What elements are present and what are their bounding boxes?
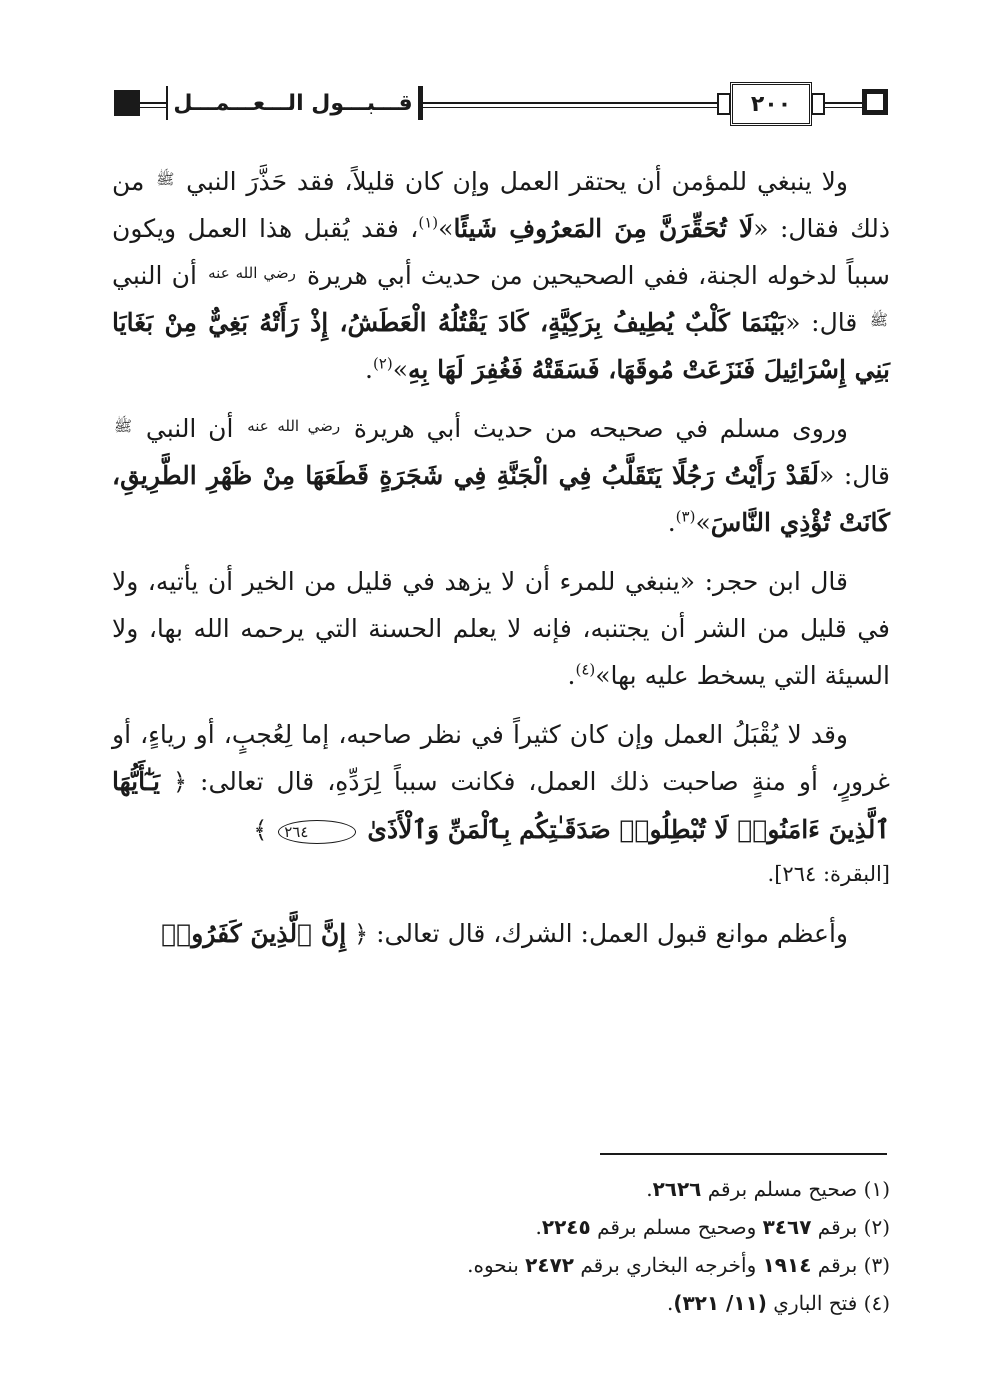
honorific-glyph: ﷺ [869,311,888,329]
hadith-quote: لَا تُحَقِّرَنَّ مِنَ المَعرُوفِ شَيئًا [453,214,754,243]
footnote-3: (٣) برقم ١٩١٤ وأخرجه البخاري برقم ٢٤٧٢ بنحوه. [467,1253,890,1277]
footnote-2: (٢) برقم ٣٤٦٧ وصحيح مسلم برقم ٢٢٤٥. [535,1215,890,1239]
paragraph-5: وأعظم موانع قبول العمل: الشرك، قال تعالى: ﴿ إِنَّ ٱلَّذِينَ كَفَرُوا۟ [161,919,848,948]
footnote-marker: (٢) [372,354,393,373]
page-number-frame [730,82,812,126]
page-body [112,158,890,970]
honorific-glyph: ﷺ [114,417,133,435]
ayah-open-bracket: ﴿ [354,920,369,948]
header-left-square-ornament [114,90,140,116]
footnote-marker: (٤) [575,660,596,679]
page-number: ٢٠٠ [750,91,792,117]
footnote-4: (٤) فتح الباري (١١/ ٣٢١). [666,1291,890,1315]
footnote-separator [600,1153,887,1155]
ayah-number-medallion: ٢٦٤ [278,820,356,844]
honorific-glyph: ﷺ [156,170,175,188]
footnote-1: (١) صحيح مسلم برقم ٢٦٢٦. [646,1177,890,1201]
header-right-square-ornament [862,89,888,115]
paragraph-2: وروى مسلم في صحيحه من حديث أبي هريرة $^{رضي الله عنه}$ أن النبي $^ﷺ$ قال: «لَقَدْ رَأَيْتُ رَجُلًا يَتَقَلَّبُ فِي الْجَنَّةِ فِي شَجَرَةٍ قَطَعَهَا مِنْ ظَهْرِ الطَّرِيقِ، كَانَتْ تُؤْذِي النَّاسَ»$^{(٣)}$. [112,414,890,537]
footnote-marker: (٣) [675,507,696,526]
paragraph-4: وقد لا يُقْبَلُ العمل وإن كان كثيراً في نظر صاحبه، إما لِعُجبٍ، أو رياءٍ، أو غرورٍ، أو منةٍ صاحبت ذلك العمل، فكانت سبباً لِرَدِّهِ، قال تعالى: ﴿ يَـٰٓأَيُّهَا ٱلَّذِينَ ءَامَنُوا۟ لَا تُبْطِلُوا۟ صَدَقَـٰتِكُم بِٱلْمَنِّ وَٱلْأَذَىٰ ٢٦٤ ﴾ [112,720,891,844]
footnote-marker: (١) [418,213,439,232]
footnotes [200,1170,890,1322]
header-bar-ornament [418,86,423,120]
ayah-close-bracket: ﴾ [253,816,268,844]
running-header [110,80,894,130]
quran-verse: يَـٰٓأَيُّهَا ٱلَّذِينَ ءَامَنُوا۟ لَا تُبْطِلُوا۟ صَدَقَـٰتِكُم بِٱلْمَنِّ وَٱلْأَذَىٰ [112,767,890,844]
radiya-glyph: رضي الله عنه [208,264,296,282]
quran-verse: إِنَّ ٱلَّذِينَ كَفَرُوا۟ [161,919,347,948]
running-title: قـــبـــول الـــعـــمـــل [168,84,418,124]
paragraph-3: قال ابن حجر: «ينبغي للمرء أن لا يزهد في قليل من الخير أن يأتيه، ولا في قليل من الشر أن يجتنبه، فإنه لا يعلم الحسنة التي يرحمه الله بها، ولا السيئة التي يسخط عليه بها»$^{(٤)}$. [112,567,890,690]
ayah-open-bracket: ﴿ [172,768,188,796]
hadith-quote: بَيْنَمَا كَلْبٌ يُطِيفُ بِرَكِيَّةٍ، كَادَ يَقْتُلُهُ الْعَطَشُ، إِذْ رَأَتْهُ بَغِيٌّ مِنْ بَغَايَا بَنِي إِسْرَائِيلَ فَنَزَعَتْ مُوقَهَا، فَسَقَتْهُ فَغُفِرَ لَهَا بِهِ [112,308,890,384]
paragraph-1: ولا ينبغي للمؤمن أن يحتقر العمل وإن كان قليلاً، فقد حَذَّرَ النبي $^ﷺ$ من ذلك فقال: «لَا تُحَقِّرَنَّ مِنَ المَعرُوفِ شَيئًا»$^{(١)}$، فقد يُقبل هذا العمل ويكون سبباً لدخوله الجنة، ففي الصحيحين من حديث أبي هريرة $^{رضي الله عنه}$ أن النبي $^ﷺ$ قال: «بَيْنَمَا كَلْبٌ يُطِيفُ بِرَكِيَّةٍ، كَادَ يَقْتُلُهُ الْعَطَشُ، إِذْ رَأَتْهُ بَغِيٌّ مِنْ بَغَايَا بَنِي إِسْرَائِيلَ فَنَزَعَتْ مُوقَهَا، فَسَقَتْهُ فَغُفِرَ لَهَا بِهِ»$^{(٢)}$. [112,167,891,384]
hadith-quote: لَقَدْ رَأَيْتُ رَجُلًا يَتَقَلَّبُ فِي الْجَنَّةِ فِي شَجَرَةٍ قَطَعَهَا مِنْ ظَهْرِ الطَّرِيقِ، كَانَتْ تُؤْذِي النَّاسَ [112,461,890,537]
radiya-glyph: رضي الله عنه [247,417,341,435]
verse-citation: [البقرة: ٢٦٤]. [767,862,890,886]
